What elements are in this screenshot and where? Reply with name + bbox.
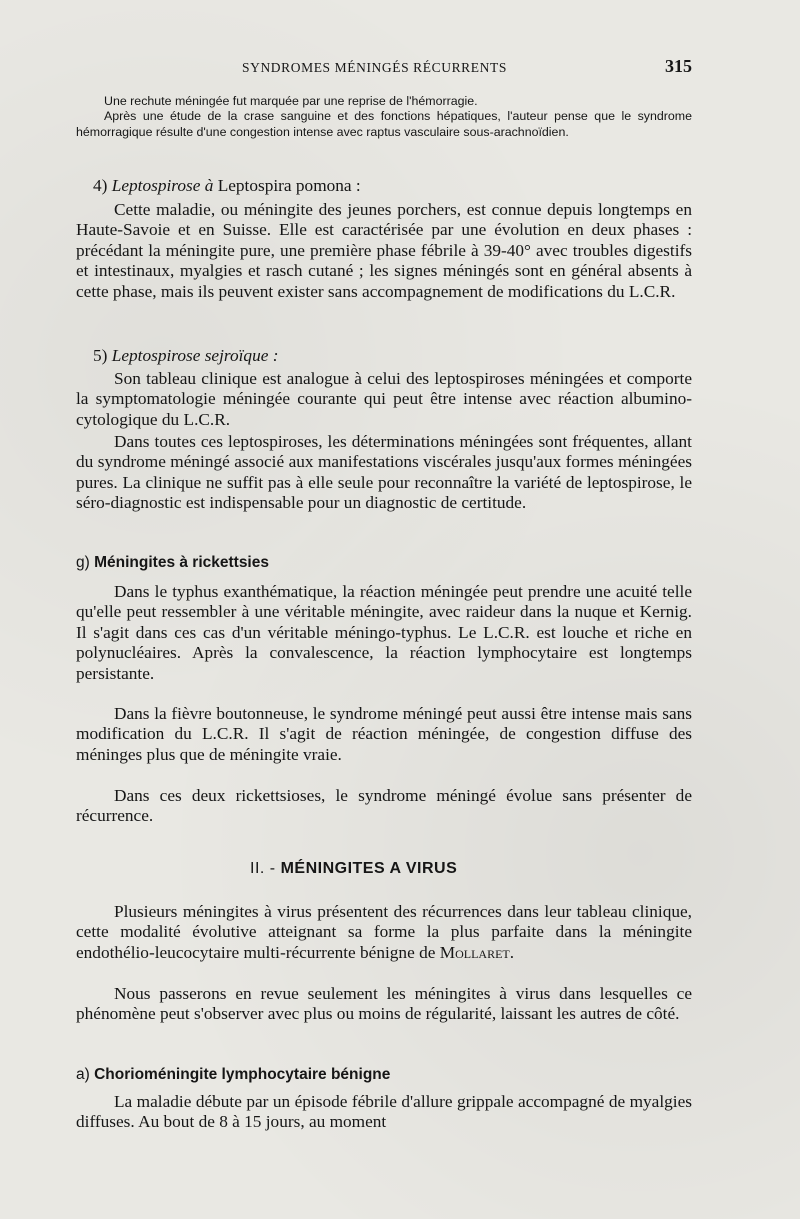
item-5-paragraph-2: Dans toutes ces leptospiroses, les déterminations méningées sont fréquentes, allant du syndrome méningé associé aux manifestations viscérales jusqu'aux formes méningées pures. La clinique ne suffit pas à elle seule pour reconnaître la variété de leptospirose, le séro-diagnostic est indispensable pour un diagnostic de certitude.: [76, 432, 692, 513]
intro-note: [76, 94, 692, 140]
item-5-paragraph-1: Son tableau clinique est analogue à celui des leptospiroses méningées et comporte la symptomatologie méningée courante qui peut être intense avec réaction albumino-cytologique du L.C.R.: [76, 369, 692, 429]
item-5-title-italic: Leptospirose sejroïque :: [111, 346, 279, 365]
item-4-paragraph: Cette maladie, ou méningite des jeunes porchers, est connue depuis longtemps en Haute-Savoie et en Suisse. Elle est caractérisée par une évolution en deux phases : précédant la méningite pure, une première phase fébrile à 39-40° avec troubles digestifs et intestinaux, myalgies et rasch cutané ; les signes méningés sont en général absents à cette phase, mais ils peuvent exister sans accompagnement de modifications du L.C.R.: [76, 200, 692, 301]
item-5-number: 5): [93, 346, 108, 365]
section-a-paragraph: La maladie débute par un épisode fébrile d'allure grippale accompagné de myalgies diffuses. Au bout de 8 à 15 jours, au moment: [76, 1092, 692, 1132]
section-ii-heading: [250, 860, 457, 878]
page-header: [76, 56, 692, 80]
section-g-paragraph-3: Dans ces deux rickettsioses, le syndrome méningé évolue sans présenter de récurrence.: [76, 786, 692, 826]
intro-note-line-2: Après une étude de la crase sanguine et des fonctions hépatiques, l'auteur pense que le syndrome hémorragique résulte d'une congestion intense avec raptus vasculaire sous-arachnoïdien.: [76, 109, 692, 139]
section-ii-title: MÉNINGITES A VIRUS: [280, 860, 458, 877]
section-g-paragraph-1: Dans le typhus exanthématique, la réaction méningée peut prendre une acuité telle qu'elle peut ressembler à une véritable méningite, avec raideur dans la nuque et Kernig. Il s'agit dans ces cas d'un véritable méningo-typhus. Le L.C.R. est louche et riche en polynucléaires. Après la convalescence, la réaction lymphocytaire est longtemps persistante.: [76, 582, 692, 683]
intro-note-line-1: Une rechute méningée fut marquée par une reprise de l'hémorragie.: [104, 94, 478, 108]
item-4-title-italic: Leptospirose à: [111, 176, 214, 195]
item-4-title-rest: Leptospira pomona :: [217, 176, 361, 195]
section-ii-paragraph-1-text: Plusieurs méningites à virus présentent des récurrences dans leur tableau clinique, cette modalité évolutive atteignant sa forme la plus parfaite dans la méningite endothélio-leucocytaire multi-récurrente bénigne de: [76, 902, 692, 962]
section-a-title: Chorioméningite lymphocytaire bénigne: [94, 1066, 391, 1083]
running-title: SYNDROMES MÉNINGÉS RÉCURRENTS: [242, 60, 507, 75]
section-ii-paragraph-1: [76, 902, 692, 963]
section-g-paragraph-2: Dans la fièvre boutonneuse, le syndrome méningé peut aussi être intense mais sans modification du L.C.R. Il s'agit de réaction méningée, de congestion diffuse des méninges plus que de méningite vraie.: [76, 704, 692, 764]
section-a-heading: [76, 1066, 390, 1084]
section-g-heading: [76, 554, 269, 572]
section-a-letter: a): [76, 1066, 90, 1083]
author-name: Mollaret: [439, 942, 510, 962]
section-ii-paragraph-1-end: .: [509, 942, 515, 962]
item-4-title: [93, 176, 361, 196]
section-ii-paragraph-2: Nous passerons en revue seulement les méningites à virus dans lesquelles ce phénomène peut s'observer avec plus ou moins de régularité, laissant les autres de côté.: [76, 984, 692, 1024]
item-5-title: [93, 346, 278, 366]
section-g-title: Méningites à rickettsies: [94, 554, 269, 571]
section-ii-numeral: II. -: [250, 860, 276, 877]
page-number: 315: [665, 56, 692, 76]
item-4-number: 4): [93, 176, 108, 195]
section-g-letter: g): [76, 554, 90, 571]
